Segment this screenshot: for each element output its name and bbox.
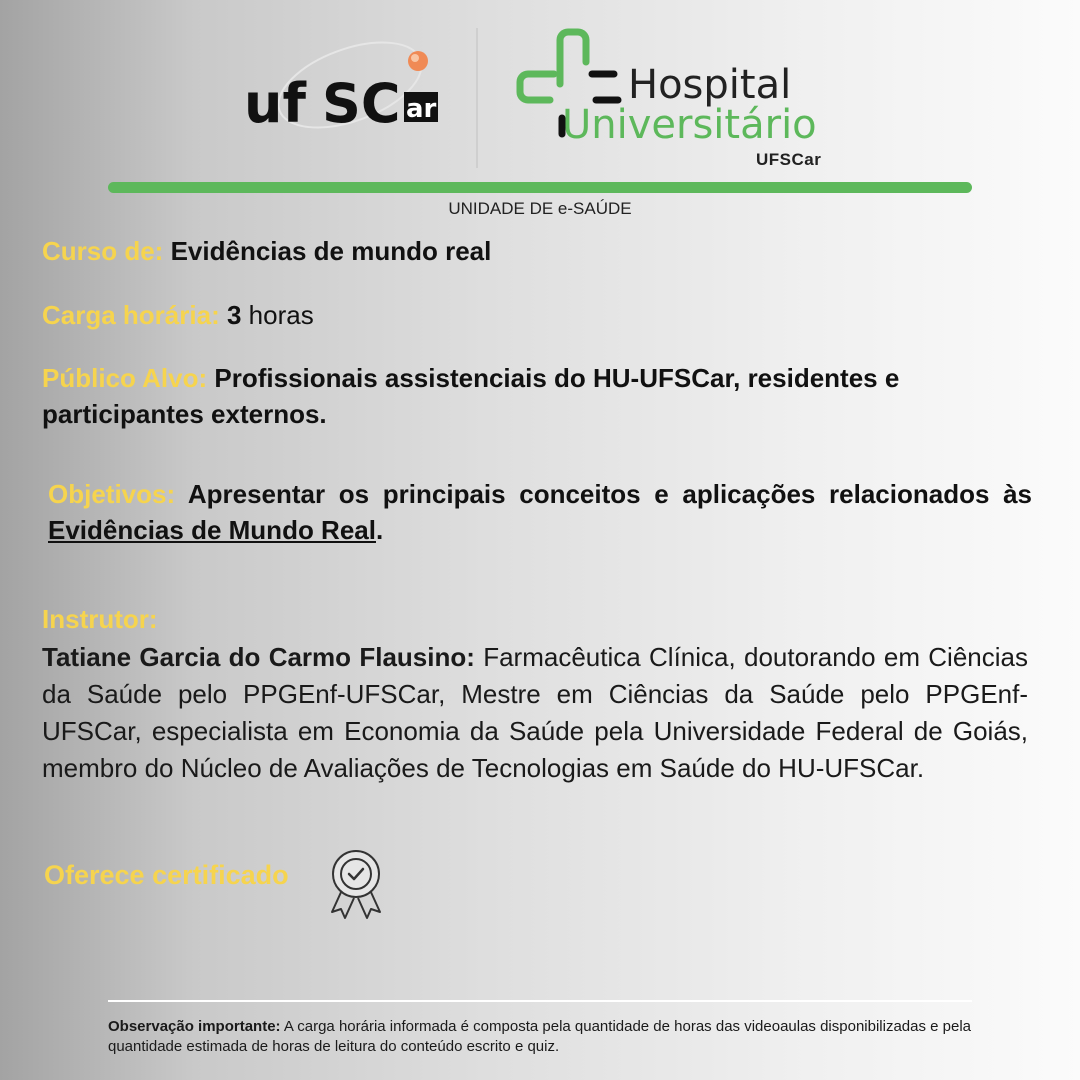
- instructor-description: Farmacêutica Clínica, doutorando em Ciências da Saúde pelo PPGEnf-UFSCar, Mestre em Ciências da Saúde pelo PPGEnf-UFSCar, especialista em Economia da Saúde pela Universidade Federal de Goiás, membro do Núcleo de Avaliações de Tecnologias em Saúde do HU-UFSCar.: [42, 642, 1028, 783]
- course-label: Curso de:: [42, 236, 164, 266]
- objectives-paragraph: [48, 476, 1032, 548]
- note-text: A carga horária informada é composta pela quantidade de horas das videoaulas disponibilizadas e pela quantidade estimada de horas de leitura do conteúdo escrito e quiz.: [108, 1018, 972, 1055]
- svg-text:ar: ar: [406, 94, 437, 124]
- award-badge-icon: [328, 848, 384, 920]
- note-label: Observação importante:: [108, 1018, 281, 1035]
- hospital-subtitle: UFSCar: [756, 150, 822, 169]
- objectives-link: Evidências de Mundo Real: [48, 515, 376, 545]
- header-divider: [476, 28, 478, 168]
- objectives-end: .: [375, 515, 384, 545]
- instructor-name: Tatiane Garcia do Carmo Flausino:: [42, 642, 475, 672]
- audience-text: Profissionais assistenciais do HU-UFSCar, residentes e participantes externos.: [42, 363, 900, 429]
- workload-unit: horas: [248, 300, 314, 330]
- important-note: [108, 1017, 988, 1057]
- workload-label: Carga horária:: [42, 300, 220, 330]
- audience-line: [42, 360, 1002, 432]
- svg-text:Hospital: Hospital: [628, 62, 792, 108]
- ufscar-logo: [240, 30, 450, 150]
- green-divider-bar: [108, 182, 972, 193]
- course-title: Evidências de mundo real: [170, 236, 492, 266]
- svg-text:SC: SC: [322, 72, 401, 135]
- unit-label: UNIDADE DE e-SAÚDE: [448, 199, 632, 218]
- svg-text:Universitário: Universitário: [562, 102, 817, 148]
- footer-divider: [108, 1000, 972, 1002]
- workload-line: [42, 297, 314, 333]
- svg-text:uf: uf: [244, 72, 306, 135]
- audience-label: Público Alvo:: [42, 363, 208, 393]
- course-line: [42, 233, 491, 269]
- workload-number: 3: [226, 300, 242, 330]
- instructor-label: Instrutor:: [42, 604, 158, 634]
- instructor-bio: [42, 639, 1028, 787]
- objectives-label: Objetivos:: [48, 479, 176, 509]
- objectives-text: Apresentar os principais conceitos e aplicações relacionados às: [187, 479, 1032, 509]
- certificate-label: Oferece certificado: [44, 860, 289, 890]
